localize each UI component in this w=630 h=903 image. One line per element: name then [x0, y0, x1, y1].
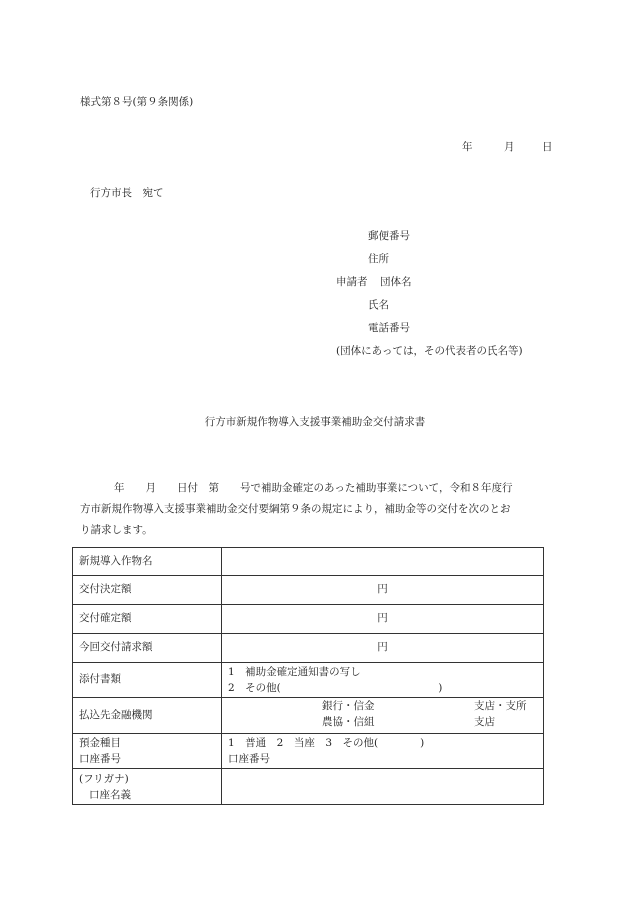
crop-name-label: 新規導入作物名 [73, 548, 222, 576]
confirmed-amount-label: 交付確定額 [73, 605, 222, 634]
deposit-type-label [73, 734, 222, 769]
branch-type-1: 支店・支所 [474, 699, 527, 712]
attachments-field[interactable] [222, 663, 544, 698]
account-holder-label: 口座名義 [89, 788, 131, 801]
address-label: 住所 [368, 253, 389, 265]
representative-note: (団体にあっては，その代表者の氏名等) [336, 345, 523, 357]
applicant-label: 申請者 [336, 276, 368, 288]
account-number-field-label: 口座番号 [228, 753, 270, 765]
decided-amount-label: 交付決定額 [73, 576, 222, 605]
table-row [73, 734, 544, 769]
bank-field[interactable] [222, 698, 544, 734]
confirmed-amount-field[interactable] [222, 605, 544, 634]
table-row [73, 769, 544, 805]
postal-code-label: 郵便番号 [368, 230, 410, 242]
request-form-table [72, 547, 544, 805]
date-line [462, 141, 553, 154]
bank-label: 払込先金融機関 [73, 698, 222, 734]
applicant-block [0, 230, 630, 370]
request-amount-label: 今回交付請求額 [73, 634, 222, 663]
form-number: 様式第８号(第９条関係) [80, 96, 194, 108]
decided-amount-field[interactable] [222, 576, 544, 605]
statement-line-1: 年 月 日付 第 号で補助金確定のあった補助事業について，令和８年度行 [114, 482, 513, 494]
account-name-field[interactable] [222, 769, 544, 805]
table-row [73, 548, 544, 576]
furigana-label: (フリガナ) [79, 772, 129, 785]
document-title: 行方市新規作物導入支援事業補助金交付請求書 [204, 416, 426, 428]
table-row [73, 663, 544, 698]
group-name-label: 団体名 [380, 276, 412, 288]
deposit-type-text: 預金種目 [79, 737, 121, 749]
account-number-label: 口座番号 [79, 753, 121, 765]
name-label: 氏名 [368, 299, 389, 311]
addressee: 行方市長 宛て [90, 187, 164, 199]
date-year: 年 [462, 141, 473, 153]
attachments-label: 添付書類 [73, 663, 222, 698]
request-statement [80, 478, 550, 541]
table-row [73, 576, 544, 605]
request-amount-field[interactable] [222, 634, 544, 663]
crop-name-field[interactable] [222, 548, 544, 576]
table-row [73, 698, 544, 734]
deposit-options: 1 普通 2 当座 3 その他( ) [228, 737, 425, 749]
attachment-item-2: 2 その他( ) [228, 682, 443, 694]
branch-type-2: 支店 [474, 715, 495, 728]
bank-type-2: 農協・信組 [322, 715, 375, 728]
date-month: 月 [504, 141, 515, 153]
table-row [73, 634, 544, 663]
table-row [73, 605, 544, 634]
statement-line-2: 方市新規作物導入支援事業補助金交付要綱第９条の規定により，補助金等の交付を次のとお [80, 503, 511, 515]
account-name-label [73, 769, 222, 805]
date-day: 日 [542, 141, 553, 153]
yen-unit: 円 [377, 583, 388, 596]
yen-unit: 円 [377, 641, 388, 654]
statement-line-3: り請求します。 [80, 524, 153, 536]
attachment-item-1: 1 補助金確定通知書の写し [228, 666, 361, 678]
yen-unit: 円 [377, 612, 388, 625]
deposit-type-field[interactable] [222, 734, 544, 769]
phone-label: 電話番号 [368, 322, 410, 334]
bank-type-1: 銀行・信金 [322, 699, 375, 712]
